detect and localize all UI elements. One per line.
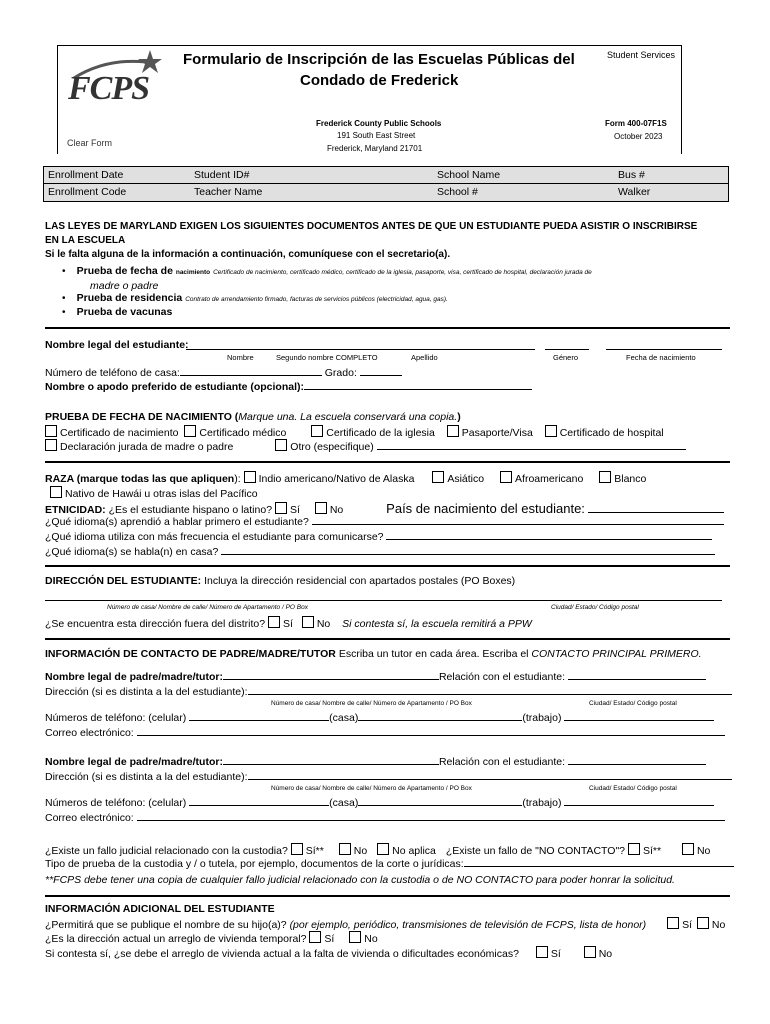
opt-church-cert: Certificado de la iglesia (326, 427, 435, 439)
outside-district-row (45, 616, 532, 630)
outside-yes-label: Sí (282, 618, 293, 630)
guardian-heading: INFORMACIÓN DE CONTACTO DE PADRE/MADRE/TUTOR (45, 648, 336, 660)
fcps-logo (66, 48, 162, 106)
race-white: Blanco (614, 473, 647, 485)
guardian-heading-row (45, 648, 702, 660)
temp-housing-question: ¿Es la dirección actual un arreglo de vivienda temporal? (45, 933, 307, 945)
guardian2-addr-sub-right: Ciudad/ Estado/ Código postal (589, 785, 677, 792)
no-contact-question: ¿Existe un fallo de "NO CONTACTO"? (445, 845, 626, 857)
bullet-vaccine-proof: • Prueba de vacunas (62, 306, 173, 318)
outside-district-question: ¿Se encuentra esta dirección fuera del distrito? (45, 618, 266, 630)
race-african-american: Afroamericano (515, 473, 584, 485)
custody-na-label: No aplica (392, 845, 436, 857)
address-sub-left: Número de casa/ Nombre de calle/ Número de Apartamento / PO Box (107, 604, 308, 611)
enrollment-date-label: Enrollment Date (48, 169, 124, 181)
guardian2-name-label: Nombre legal de padre/madre/tutor: (45, 756, 223, 768)
clear-form-button[interactable]: Clear Form (67, 138, 113, 148)
birth-proof-heading-row: PRUEBA DE FECHA DE NACIMIENTO (Marque una. La escuela conservará una copia.) (45, 411, 461, 423)
preferred-name-label: Nombre o apodo preferido de estudiante (opcional): (45, 381, 305, 393)
guardian1-work-field[interactable] (564, 720, 714, 721)
custody-no-label: No (353, 845, 368, 857)
student-services-label: Student Services (607, 50, 676, 60)
bullet-birth-proof: • Prueba de fecha de nacimiento Certificado de nacimiento, certificado médico, certificado de la iglesia, pasaporte, visa, certificado de hospital, declaración jurada de (62, 265, 592, 277)
org-name: Frederick County Public Schools (316, 119, 442, 128)
home-language-field[interactable] (221, 554, 715, 555)
address-sub-right: Ciudad/ Estado/ Código postal (551, 604, 639, 611)
org-address-2: Frederick, Maryland 21701 (327, 144, 423, 153)
guardian2-home-field[interactable] (358, 805, 522, 806)
additional-heading: INFORMACIÓN ADICIONAL DEL ESTUDIANTE (45, 903, 275, 915)
guardian1-phones-row (45, 712, 714, 724)
opt-affidavit: Declaración jurada de madre o padre (60, 441, 234, 453)
publish-name-note: (por ejemplo, periódico, transmisiones de televisión de FCPS, lista de honor) (289, 919, 647, 931)
outside-no-label: No (316, 618, 331, 630)
checkbox-homeless-yes[interactable] (536, 946, 548, 958)
race-american-indian: Indio americano/Nativo de Alaska (258, 473, 415, 485)
birth-proof-heading: PRUEBA DE FECHA DE NACIMIENTO (45, 411, 232, 423)
school-number-label: School # (437, 186, 478, 198)
enrollment-code-label: Enrollment Code (48, 186, 127, 198)
checkbox-passport[interactable] (447, 425, 459, 437)
ethnicity-row (45, 501, 724, 516)
guardian2-work-field[interactable] (564, 805, 714, 806)
guardian2-relation-field[interactable] (568, 764, 706, 765)
guardian1-phones-label: Números de teléfono: (celular) (45, 712, 187, 724)
guardian2-trabajo-label: (trabajo) (522, 797, 562, 809)
guardian2-phones-row (45, 797, 714, 809)
checkbox-homeless-no[interactable] (584, 946, 596, 958)
opt-hospital-cert: Certificado de hospital (559, 427, 664, 439)
birth-proof-heading-note: Marque una. La escuela conservará una copia. (238, 411, 458, 423)
checkbox-medical-cert[interactable] (184, 425, 196, 437)
guardian1-addr-label: Dirección (si es distinta a la del estudiante): (45, 686, 248, 698)
walker-label: Walker (618, 186, 651, 198)
guardian2-phones-label: Números de teléfono: (celular) (45, 797, 187, 809)
checkbox-custody-no[interactable] (339, 843, 351, 855)
hispanic-no-label: No (329, 504, 344, 516)
opt-passport: Pasaporte/Visa (461, 427, 533, 439)
guardian1-name-field[interactable] (223, 679, 439, 680)
checkbox-outside-yes[interactable] (268, 616, 280, 628)
divider-3 (45, 565, 730, 567)
checkbox-american-indian[interactable] (244, 471, 256, 483)
guardian1-trabajo-label: (trabajo) (522, 712, 562, 724)
sub-apellido: Apellido (411, 353, 438, 362)
gender-field[interactable] (545, 349, 589, 350)
divider-1 (45, 327, 730, 329)
lang-row-2 (45, 531, 712, 543)
custody-note: **FCPS debe tener una copia de cualquier fallo judicial relacionado con la custodia o de NO CONTACTO para poder honrar la solicitud. (45, 874, 675, 886)
custody-proof-label: Tipo de prueba de la custodia y / o tutela, por ejemplo, documentos de la corte o jurídicas: (45, 858, 464, 870)
checkbox-no-contact-no[interactable] (682, 843, 694, 855)
guardian1-relation-field[interactable] (568, 679, 706, 680)
frequent-language-label: ¿Qué idioma utiliza con más frecuencia el estudiante para comunicarse? (45, 531, 384, 543)
race-pacific-islander: Nativo de Hawái u otras islas del Pacífico (65, 488, 258, 500)
guardian2-email-row (45, 812, 725, 824)
address-field[interactable] (45, 600, 722, 601)
sub-genero: Género (553, 353, 579, 362)
preferred-name-field[interactable] (304, 389, 532, 390)
divider-5 (45, 895, 730, 897)
office-use-box (43, 166, 729, 202)
custody-proof-field[interactable] (464, 866, 734, 867)
guardian1-addr-sub-left: Número de casa/ Nombre de calle/ Número de Apartamento / PO Box (271, 700, 472, 707)
logo-text: FCPS (68, 70, 150, 107)
publish-no-label: No (711, 919, 726, 931)
checkbox-no-contact-yes[interactable] (628, 843, 640, 855)
temp-housing-row (45, 931, 378, 945)
lang-row-3 (45, 546, 715, 558)
org-address-1: 191 South East Street (337, 131, 416, 140)
guardian2-name-field[interactable] (223, 764, 439, 765)
guardian2-relation-label: Relación con el estudiante: (438, 756, 566, 768)
no-contact-yes-label: Sí** (642, 845, 662, 857)
guardian1-addr-sub-right: Ciudad/ Estado/ Código postal (589, 700, 677, 707)
sub-fecha-nacimiento: Fecha de nacimiento (626, 353, 696, 362)
birth-country-field[interactable] (588, 512, 724, 513)
student-id-label: Student ID# (194, 169, 250, 181)
checkbox-affidavit[interactable] (45, 439, 57, 451)
birth-proof-detail-2: madre o padre (90, 280, 159, 292)
no-contact-no-label: No (696, 845, 711, 857)
first-language-field[interactable] (312, 524, 724, 525)
checkbox-hispanic-yes[interactable] (275, 502, 287, 514)
guardian2-addr-label: Dirección (si es distinta a la del estudiante): (45, 771, 248, 783)
checkbox-other[interactable] (275, 439, 287, 451)
address-heading: DIRECCIÓN DEL ESTUDIANTE: (45, 575, 202, 587)
guardian-heading-note: Escriba un tutor en cada área. Escriba el (338, 648, 529, 660)
home-phone-label: Número de teléfono de casa: (45, 367, 180, 379)
birth-proof-label: Prueba de fecha de (76, 265, 173, 277)
opt-birth-cert: Certificado de nacimiento (60, 427, 179, 439)
form-number: Form 400-07F1S (605, 119, 667, 128)
guardian1-cell-field[interactable] (189, 720, 329, 721)
checkbox-publish-no[interactable] (697, 917, 709, 929)
opt-medical-cert: Certificado médico (199, 427, 287, 439)
legal-name-label: Nombre legal del estudiante: (45, 339, 189, 351)
publish-name-row (45, 917, 725, 931)
checkbox-pacific-islander[interactable] (50, 486, 62, 498)
custody-row (45, 843, 710, 857)
home-language-label: ¿Qué idioma(s) se habla(n) en casa? (45, 546, 219, 558)
homeless-row (45, 946, 612, 960)
homeless-no-label: No (598, 948, 613, 960)
guardian2-addr-sub-left: Número de casa/ Nombre de calle/ Número de Apartamento / PO Box (271, 785, 472, 792)
guardian1-casa-label: (casa) (329, 712, 359, 724)
custody-yes-label: Sí** (305, 845, 324, 857)
form-title-line1: Formulario de Inscripción de las Escuelas Públicas del (183, 51, 575, 68)
guardian2-email-field[interactable] (137, 820, 725, 821)
grade-label: Grado: (324, 367, 357, 379)
bus-label: Bus # (618, 169, 645, 181)
custody-proof-row (45, 858, 734, 870)
legal-name-field[interactable] (186, 349, 535, 350)
checkbox-asian[interactable] (432, 471, 444, 483)
residence-proof-detail: Contrato de arrendamiento firmado, facturas de servicios públicos (electricidad, agua, gas). (185, 296, 448, 303)
other-specify-field[interactable] (377, 449, 686, 450)
birth-proof-options-1 (45, 425, 664, 439)
laws-heading-1: LAS LEYES DE MARYLAND EXIGEN LOS SIGUIENTES DOCUMENTOS ANTES DE QUE UN ESTUDIANTE PUEDA ASISTIR O INSCRIBIRSE (45, 221, 698, 232)
guardian-heading-note-2: CONTACTO PRINCIPAL PRIMERO. (531, 648, 702, 660)
temp-housing-yes-label: Sí (324, 933, 335, 945)
guardian2-addr-row (45, 771, 732, 783)
guardian2-name-row (45, 756, 706, 768)
checkbox-temp-housing-no[interactable] (349, 931, 361, 943)
frequent-language-field[interactable] (386, 539, 712, 540)
laws-heading-2: EN LA ESCUELA (45, 235, 126, 246)
vaccine-proof-label: Prueba de vacunas (76, 306, 173, 318)
opt-other: Otro (especifique) (290, 441, 374, 453)
sub-segundo-nombre: Segundo nombre COMPLETO (276, 353, 378, 362)
grade-field[interactable] (360, 375, 402, 376)
checkbox-custody-na[interactable] (377, 843, 389, 855)
form-date: October 2023 (614, 132, 663, 141)
race-row-2 (50, 486, 258, 500)
address-heading-note: Incluya la dirección residencial con apartados postales (PO Boxes) (204, 575, 516, 587)
birth-proof-detail: Certificado de nacimiento, certificado médico, certificado de la iglesia, pasaporte, visa, certificado de hospital, declaración jurada de (213, 269, 592, 276)
hispanic-yes-label: Sí (289, 504, 300, 516)
checkbox-publish-yes[interactable] (667, 917, 679, 929)
guardian1-email-label: Correo electrónico: (45, 727, 134, 739)
ethnicity-label: ETNICIDAD: (45, 504, 106, 516)
school-name-label: School Name (437, 169, 501, 181)
birth-country-label: País de nacimiento del estudiante: (386, 501, 585, 516)
ethnicity-question: ¿Es el estudiante hispano o latino? (108, 504, 273, 516)
custody-question: ¿Existe un fallo judicial relacionado con la custodia? (45, 845, 288, 857)
race-asian: Asiático (447, 473, 485, 485)
divider-2 (45, 461, 730, 463)
guardian1-email-field[interactable] (137, 735, 725, 736)
birthdate-field[interactable] (606, 349, 722, 350)
guardian1-home-field[interactable] (358, 720, 522, 721)
home-phone-field[interactable] (180, 375, 322, 376)
guardian2-email-label: Correo electrónico: (45, 812, 134, 824)
guardian2-cell-field[interactable] (189, 805, 329, 806)
lang-row-1 (45, 516, 724, 528)
preferred-name-row (45, 381, 532, 393)
form-title-line2: Condado de Frederick (300, 72, 459, 89)
sub-nombre: Nombre (227, 353, 254, 362)
first-language-label: ¿Qué idioma(s) aprendió a hablar primero el estudiante? (45, 516, 309, 528)
checkbox-custody-yes[interactable] (291, 843, 303, 855)
checkbox-african-american[interactable] (500, 471, 512, 483)
guardian2-addr-field[interactable] (248, 779, 732, 780)
residence-proof-label: Prueba de residencia (76, 292, 183, 304)
guardian1-relation-label: Relación con el estudiante: (438, 671, 566, 683)
teacher-name-label: Teacher Name (194, 186, 263, 198)
temp-housing-no-label: No (364, 933, 378, 945)
race-heading: RAZA (marque todas las que apliquen (45, 473, 235, 485)
checkbox-church-cert[interactable] (311, 425, 323, 437)
checkbox-hospital-cert[interactable] (545, 425, 557, 437)
homeless-yes-label: Sí (550, 948, 561, 960)
guardian1-addr-field[interactable] (248, 694, 732, 695)
guardian1-name-row (45, 671, 706, 683)
guardian1-email-row (45, 727, 725, 739)
guardian2-casa-label: (casa) (329, 797, 359, 809)
laws-contact-note: Si le falta alguna de la información a continuación, comuníquese con el secretario(a). (45, 249, 451, 260)
outside-district-note: Si contesta sí, la escuela remitirá a PPW (342, 618, 532, 630)
publish-name-question: ¿Permitirá que se publique el nombre de su hijo(a)? (45, 919, 287, 931)
birth-proof-options-2 (45, 439, 686, 453)
guardian1-addr-row (45, 686, 732, 698)
divider-4 (45, 638, 730, 640)
homeless-question: Si contesta sí, ¿se debe el arreglo de vivienda actual a la falta de vivienda o dificultades económicas? (45, 948, 519, 960)
checkbox-birth-cert[interactable] (45, 425, 57, 437)
birth-proof-small: nacimiento (175, 269, 211, 276)
checkbox-temp-housing-yes[interactable] (309, 931, 321, 943)
address-heading-row (45, 575, 515, 587)
bullet-residence-proof: • Prueba de residencia Contrato de arrendamiento firmado, facturas de servicios públicos (electricidad, agua, gas). (62, 292, 448, 304)
checkbox-hispanic-no[interactable] (315, 502, 327, 514)
publish-yes-label: Sí (682, 919, 692, 931)
home-phone-row (45, 367, 402, 379)
checkbox-outside-no[interactable] (302, 616, 314, 628)
race-row: RAZA (marque todas las que apliquen): Indio americano/Nativo de Alaska Asiático Afroamericano Blanco (45, 473, 647, 485)
guardian1-name-label: Nombre legal de padre/madre/tutor: (45, 671, 223, 683)
checkbox-white[interactable] (599, 471, 611, 483)
